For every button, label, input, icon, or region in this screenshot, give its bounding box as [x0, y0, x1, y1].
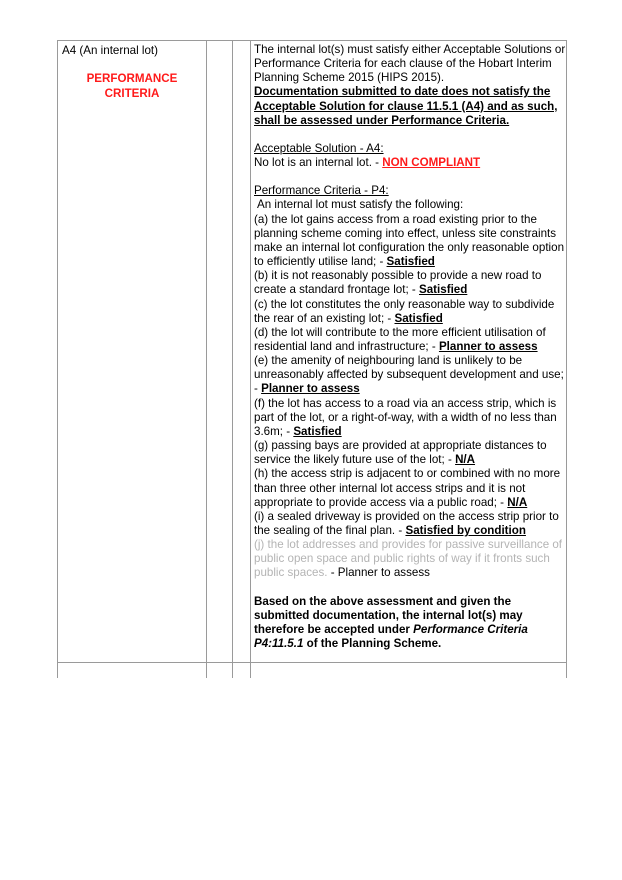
conclusion-text: Based on the above assessment and given the submitted documentation, the internal lot(s) may therefore be accepted under — [254, 594, 523, 636]
acceptable-solution-heading: Acceptable Solution - A4: — [254, 141, 384, 155]
criteria-item-result: Satisfied by condition — [405, 524, 526, 537]
clause-label: A4 (An internal lot) — [62, 44, 159, 57]
criteria-item-text: (b) it is not reasonably possible to provide a new road to create a standard frontage lot; - — [254, 269, 542, 297]
criteria-item-result: Satisfied — [394, 311, 443, 325]
performance-criteria-heading: Performance Criteria - P4: — [254, 184, 389, 198]
table-column-divider — [250, 40, 251, 678]
criteria-item-text: (e) the amenity of neighbouring land is unlikely to be unreasonably affected by subsequent development and use; - — [254, 354, 564, 396]
table-column-divider — [232, 40, 233, 678]
criteria-item-result: Satisfied — [293, 424, 342, 438]
criteria-item-result: Satisfied — [419, 283, 468, 297]
criteria-item-result: Satisfied — [386, 255, 435, 269]
criteria-item-result: N/A — [507, 495, 528, 509]
acceptable-solution-text: No lot is an internal lot. - — [254, 156, 383, 170]
acceptable-solution-line — [254, 156, 566, 170]
criteria-item-text: (f) the lot has access to a road via an access strip, which is part of the lot, or a right-of-way, with a width of no less than 3.6m; - — [254, 396, 557, 438]
criteria-item-result: Planner to assess — [438, 339, 538, 353]
performance-criteria-label: PERFORMANCE CRITERIA — [86, 72, 178, 100]
table-right-border — [566, 40, 567, 678]
criteria-item-result: N/A — [455, 453, 476, 467]
criteria-item-d — [254, 326, 566, 354]
criteria-item-text: (h) the access strip is adjacent to or combined with no more than three other internal lot access strips and it is not appropriate to provide access via a public road; - — [254, 467, 561, 509]
criteria-item-f — [254, 397, 566, 439]
criteria-item-e — [254, 354, 566, 396]
table-row-divider — [57, 662, 567, 663]
criteria-item-j-result: - Planner to assess — [327, 566, 430, 580]
criteria-item-text: (g) passing bays are provided at appropriate distances to service the likely future use of the lot; - — [254, 439, 547, 467]
criteria-item-a — [254, 213, 566, 270]
criteria-item-text: (a) the lot gains access from a road existing prior to the planning scheme coming into effect, unless site constraints make an internal lot configuration the only reasonable option to efficiently utilise land; - — [254, 212, 565, 269]
criteria-item-g — [254, 439, 566, 467]
criteria-item-h — [254, 467, 566, 509]
criteria-item-c — [254, 298, 566, 326]
criteria-item-text: (i) a sealed driveway is provided on the access strip prior to the sealing of the final plan. - — [254, 509, 559, 537]
non-compliant-result: NON COMPLIANT — [382, 156, 481, 170]
criteria-item-j-text: (j) the lot addresses and provides for passive surveillance of public open space and public rights of way if it fronts such public spaces. — [254, 538, 563, 580]
intro-bold-notice: Documentation submitted to date does not satisfy the Acceptable Solution for clause 11.5.1 (A4) and as such, shall be assessed under Performance Criteria. — [254, 85, 558, 127]
table-top-border — [57, 40, 567, 41]
criteria-item-result: Planner to assess — [261, 382, 360, 396]
conclusion-reference: Performance Criteria P4:11.5.1 — [254, 622, 528, 651]
criteria-item-i — [254, 510, 566, 538]
performance-lead-text: An internal lot must satisfy the following: — [257, 198, 464, 212]
conclusion-paragraph — [254, 595, 566, 652]
criteria-item-text: (d) the lot will contribute to the more efficient utilisation of residential land and infrastructure; - — [254, 325, 546, 353]
assessment-cell — [254, 43, 566, 651]
table-column-divider — [206, 40, 207, 678]
criteria-cell — [62, 44, 202, 101]
intro-text: The internal lot(s) must satisfy either Acceptable Solutions or Performance Criteria for each clause of the Hobart Interim Planning Scheme 2015 (HIPS 2015). — [254, 43, 566, 85]
table-left-border — [57, 40, 58, 678]
criteria-item-j — [254, 538, 566, 580]
criteria-item-b — [254, 269, 566, 297]
conclusion-text-end: of the Planning Scheme. — [303, 637, 442, 651]
criteria-item-text: (c) the lot constitutes the only reasonable way to subdivide the rear of an existing lot; - — [254, 297, 555, 325]
